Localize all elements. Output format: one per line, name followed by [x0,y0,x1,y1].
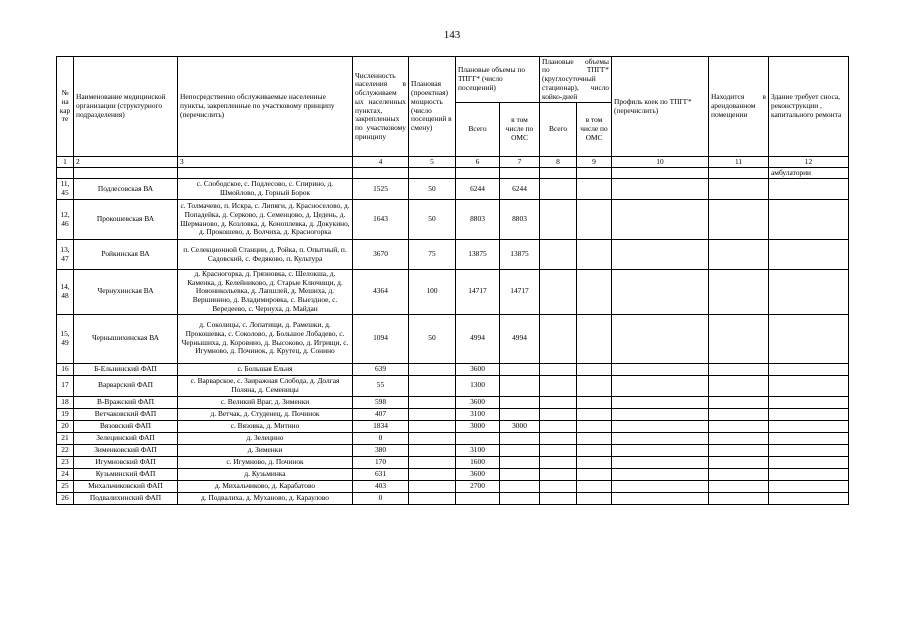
header-visits-oms: в том числе по ОМС [500,103,540,157]
demolition [769,468,849,480]
visits-oms [500,396,540,408]
bed-profile [612,240,709,270]
settlements: д. Кузьминка [178,468,353,480]
demolition [769,396,849,408]
demolition [769,179,849,200]
visits-oms [500,432,540,444]
organization-name: Кузьминский ФАП [74,468,178,480]
capacity [409,432,456,444]
table-row [57,468,849,480]
organization-name: В-Вражский ФАП [74,396,178,408]
organization-name: Чернухинская ВА [74,270,178,315]
visits-oms: 4994 [500,314,540,363]
visits-oms [500,468,540,480]
rented [709,492,769,504]
table-row [57,240,849,270]
beds-oms [577,492,612,504]
demolition [769,444,849,456]
bed-profile [612,375,709,396]
rented [709,375,769,396]
rented [709,444,769,456]
beds-total [540,420,577,432]
population: 170 [353,456,409,468]
table-row [57,375,849,396]
bed-profile [612,468,709,480]
visits-total [456,492,500,504]
beds-oms [577,200,612,240]
demolition [769,456,849,468]
organization-name: Б-Ельнинский ФАП [74,363,178,375]
bed-profile [612,456,709,468]
rented [709,396,769,408]
rented [709,408,769,420]
beds-total [540,396,577,408]
visits-oms [500,408,540,420]
organization-name: Подвалихинский ФАП [74,492,178,504]
settlements: с. Великий Враг, д. Зименки [178,396,353,408]
column-number: 2 [74,157,178,168]
visits-total: 8803 [456,200,500,240]
organization-name: Ройкинская ВА [74,240,178,270]
settlements: д. Михальчиково, д. Карабатово [178,480,353,492]
beds-total [540,492,577,504]
visits-total: 2700 [456,480,500,492]
capacity [409,492,456,504]
header-beds-total: Всего [540,103,577,157]
table-row [57,270,849,315]
column-numbers-row [57,157,849,168]
row-number: 12, 46 [57,200,74,240]
beds-total [540,480,577,492]
visits-oms: 14717 [500,270,540,315]
rented [709,363,769,375]
beds-oms [577,444,612,456]
bed-profile [612,408,709,420]
header-organization: Наименование медицинской организации (структурного подразделения) [74,57,178,157]
population: 4364 [353,270,409,315]
settlements: д. Подвалиха, д. Муханово, д. Караулово [178,492,353,504]
rented [709,432,769,444]
table-row [57,408,849,420]
header-planned-beds: Плановые объемы по ТПГГ* (круглосуточный стационар), число койко-дней [540,57,612,103]
settlements: д. Соколицы, с. Лопатищи, д. Рамешки, д. Прокошевка, с. Соколово, д. Большое Лобадево, с. Чернышиха, д. Коровино, д. Высоково, д. Игрищи, с. Игумново, д. Починок, д. Крутец, д. Сонино [178,314,353,363]
bed-profile [612,200,709,240]
organization-name: Зелецинский ФАП [74,432,178,444]
visits-total: 6244 [456,179,500,200]
visits-total: 3000 [456,420,500,432]
table-row [57,492,849,504]
capacity: 50 [409,314,456,363]
settlements: с. Слободское, с. Подлесово, с. Спирино, д. Шмойлово, д. Горный Борок [178,179,353,200]
beds-oms [577,420,612,432]
population: 3670 [353,240,409,270]
capacity: 50 [409,200,456,240]
settlements: с. Варварское, с. Заиражная Слобода, д. Долгая Поляна, д. Семеницы [178,375,353,396]
capacity: 50 [409,179,456,200]
rented [709,314,769,363]
demolition [769,492,849,504]
column-number: 1 [57,157,74,168]
row-number: 20 [57,420,74,432]
beds-total [540,363,577,375]
capacity [409,396,456,408]
table-row [57,444,849,456]
beds-oms [577,396,612,408]
capacity [409,456,456,468]
capacity [409,480,456,492]
rented [709,200,769,240]
column-number: 3 [178,157,353,168]
continuation-row [57,168,849,179]
table-row [57,432,849,444]
rented [709,270,769,315]
beds-oms [577,240,612,270]
row-number: 17 [57,375,74,396]
visits-oms: 3000 [500,420,540,432]
bed-profile [612,444,709,456]
column-number: 10 [612,157,709,168]
organization-name: Чернышихинская ВА [74,314,178,363]
rented [709,468,769,480]
table-row [57,200,849,240]
organization-name: Вязовский ФАП [74,420,178,432]
bed-profile [612,480,709,492]
rented [709,420,769,432]
column-number: 9 [577,157,612,168]
organization-name: Прокошевская ВА [74,200,178,240]
header-population: Численность населения в обслуживаем ых населенных пунктах, закрепленных по участковому принципу [353,57,409,157]
column-number: 12 [769,157,849,168]
demolition [769,408,849,420]
settlements: с. Толмачево, п. Искра, с. Липяги, д. Красноселово, д. Попадейка, д. Серково, д. Семенцово, д. Цедень, д. Шерманово, д. Козловка, д. Коноплевка, д. Докукино, д. Прокошево, д. Волчиха, д. Красногорка [178,200,353,240]
population: 1643 [353,200,409,240]
visits-oms [500,444,540,456]
capacity [409,444,456,456]
population: 0 [353,432,409,444]
beds-total [540,444,577,456]
organization-name: Подлесовская ВА [74,179,178,200]
header-planned-visits: Плановые объемы по ТПГГ* (число посещений) [456,57,540,103]
visits-total: 14717 [456,270,500,315]
capacity: 100 [409,270,456,315]
demolition [769,480,849,492]
beds-total [540,432,577,444]
visits-total: 4994 [456,314,500,363]
organization-name: Игумновский ФАП [74,456,178,468]
row-number: 15, 49 [57,314,74,363]
beds-total [540,270,577,315]
visits-total: 3600 [456,468,500,480]
column-number: 11 [709,157,769,168]
column-number: 4 [353,157,409,168]
demolition [769,432,849,444]
beds-oms [577,179,612,200]
continuation-text: амбулатории [769,168,849,179]
table-row [57,363,849,375]
header-bed-profile: Профиль коек по ТПГГ* (перечислить) [612,57,709,157]
capacity [409,468,456,480]
bed-profile [612,396,709,408]
rented [709,240,769,270]
beds-oms [577,314,612,363]
header-settlements: Непосредственно обслуживаемые населенные пункты, закрепленные по участковому принципу (перечислить) [178,57,353,157]
bed-profile [612,420,709,432]
population: 639 [353,363,409,375]
table-row [57,420,849,432]
column-number: 7 [500,157,540,168]
visits-total: 1300 [456,375,500,396]
population: 598 [353,396,409,408]
visits-oms [500,480,540,492]
bed-profile [612,314,709,363]
visits-total: 3100 [456,444,500,456]
beds-oms [577,408,612,420]
population: 403 [353,480,409,492]
rented [709,456,769,468]
visits-oms: 8803 [500,200,540,240]
row-number: 25 [57,480,74,492]
visits-oms [500,375,540,396]
population: 380 [353,444,409,456]
beds-total [540,179,577,200]
bed-profile [612,432,709,444]
table-row [57,396,849,408]
beds-total [540,314,577,363]
demolition [769,420,849,432]
population: 0 [353,492,409,504]
demolition [769,375,849,396]
bed-profile [612,492,709,504]
bed-profile [612,270,709,315]
beds-total [540,408,577,420]
table-body [57,157,849,505]
capacity: 75 [409,240,456,270]
header-capacity: Плановая (проектная) мощность (число посещений в смену) [409,57,456,157]
table-header [57,57,849,157]
beds-total [540,468,577,480]
rented [709,480,769,492]
row-number: 18 [57,396,74,408]
population: 631 [353,468,409,480]
row-number: 21 [57,432,74,444]
settlements: п. Селекционной Станции, д. Ройка, п. Опытный, п. Садовский, с. Федяково, п. Культура [178,240,353,270]
visits-total: 3100 [456,408,500,420]
visits-total: 13875 [456,240,500,270]
demolition [769,200,849,240]
row-number: 14, 48 [57,270,74,315]
settlements: с. Игумново, д. Починок [178,456,353,468]
settlements: д. Зелецино [178,432,353,444]
row-number: 23 [57,456,74,468]
capacity [409,363,456,375]
demolition [769,270,849,315]
header-rented: Находится в арендованном помещении [709,57,769,157]
capacity [409,375,456,396]
visits-oms: 6244 [500,179,540,200]
capacity [409,420,456,432]
table-row [57,179,849,200]
settlements: д. Зименки [178,444,353,456]
population: 1094 [353,314,409,363]
column-number: 5 [409,157,456,168]
settlements: с. Большая Ельня [178,363,353,375]
table-row [57,480,849,492]
visits-total: 3600 [456,363,500,375]
column-number: 6 [456,157,500,168]
rented [709,179,769,200]
visits-oms [500,492,540,504]
organization-name: Варварский ФАП [74,375,178,396]
row-number: 22 [57,444,74,456]
settlements: д. Красногорка, д. Грязновка, с. Шелокша, д. Каменка, д. Келейниково, д. Старые Ключищи, д. Новоникольевка, д. Лапшлей, д. Мешиха, д. Вершинино, д. Владимировка, с. Выездное, с. Вередеево, с. Чернуха, д. Майдан [178,270,353,315]
beds-oms [577,456,612,468]
page-number: 143 [443,29,461,41]
beds-oms [577,375,612,396]
row-number: 13, 47 [57,240,74,270]
settlements: д. Ветчак, д. Студенец, д. Починок [178,408,353,420]
organization-name: Михальчиковский ФАП [74,480,178,492]
visits-oms [500,363,540,375]
beds-oms [577,480,612,492]
beds-oms [577,432,612,444]
column-number: 8 [540,157,577,168]
settlements: с. Вязовка, д. Митино [178,420,353,432]
demolition [769,240,849,270]
beds-total [540,240,577,270]
row-number: 19 [57,408,74,420]
demolition [769,363,849,375]
row-number: 24 [57,468,74,480]
visits-total: 3600 [456,396,500,408]
capacity [409,408,456,420]
header-num: № на кар те [57,57,74,157]
demolition [769,314,849,363]
visits-oms: 13875 [500,240,540,270]
visits-total [456,432,500,444]
table-row [57,456,849,468]
row-number: 16 [57,363,74,375]
beds-total [540,375,577,396]
beds-oms [577,270,612,315]
visits-total: 1600 [456,456,500,468]
header-visits-total: Всего [456,103,500,157]
row-number: 26 [57,492,74,504]
visits-oms [500,456,540,468]
header-beds-oms: в том числе по ОМС [577,103,612,157]
population: 1525 [353,179,409,200]
header-demolition: Здание требует сноса, реконструкции , капитального ремонта [769,57,849,157]
population: 1834 [353,420,409,432]
beds-total [540,456,577,468]
beds-oms [577,468,612,480]
population: 55 [353,375,409,396]
beds-total [540,200,577,240]
facilities-table [56,56,849,505]
beds-oms [577,363,612,375]
population: 407 [353,408,409,420]
table-row [57,314,849,363]
organization-name: Ветчаковский ФАП [74,408,178,420]
bed-profile [612,179,709,200]
bed-profile [612,363,709,375]
organization-name: Зименковский ФАП [74,444,178,456]
row-number: 11, 45 [57,179,74,200]
